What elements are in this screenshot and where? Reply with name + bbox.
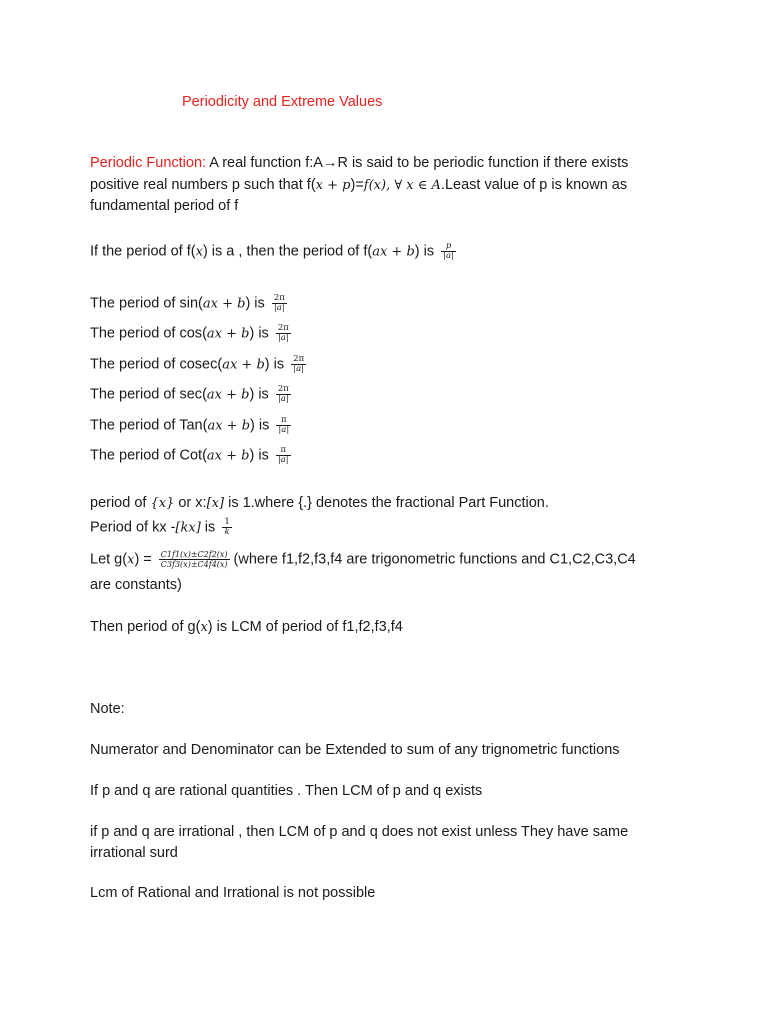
kx-period-line: Period of kx -[kx] is $\frac{1}{k}$ bbox=[90, 517, 230, 537]
fraction: $\frac{p}{|a|}$ bbox=[443, 241, 454, 261]
page-title: Periodicity and Extreme Values bbox=[182, 94, 383, 110]
fraction: $\frac{1}{k}$ bbox=[224, 517, 230, 537]
trig-period-item: The period of sin(ax + b) is $\frac{2\pi}{|a|}$ bbox=[90, 293, 285, 313]
trig-period-item: The period of sec(ax + b) is $\frac{2\pi}{|a|}$ bbox=[90, 384, 289, 404]
fraction: $\frac{\pi}{|a|}$ bbox=[278, 415, 290, 435]
fraction: $\frac{2\pi}{|a|}$ bbox=[277, 384, 289, 404]
definition-label: Periodic Function: bbox=[90, 155, 207, 171]
fraction: $\frac{2\pi}{|a|}$ bbox=[273, 293, 285, 313]
general-period-line: If the period of f(x) is a , then the period of f(ax + b) is $\frac{p}{|a|}$ bbox=[90, 241, 454, 261]
fractional-part-line: period of {x} or x:[x] is 1.where {.} denotes the fractional Part Function. bbox=[90, 495, 549, 511]
trig-period-item: The period of Cot(ax + b) is $\frac{\pi}{|a|}$ bbox=[90, 445, 289, 465]
trig-period-item: The period of Tan(ax + b) is $\frac{\pi}{|a|}$ bbox=[90, 415, 290, 435]
fraction: $\frac{2\pi}{|a|}$ bbox=[293, 354, 305, 374]
trig-period-item: The period of cos(ax + b) is $\frac{2\pi}{|a|}$ bbox=[90, 323, 289, 343]
trig-period-item: The period of cosec(ax + b) is $\frac{2\pi}{|a|}$ bbox=[90, 354, 305, 374]
lcm-line: Then period of g(x) is LCM of period of f1,f2,f3,f4 bbox=[90, 619, 403, 635]
fraction: $\frac{\pi}{|a|}$ bbox=[277, 445, 289, 465]
g-definition-line: Let g(x) = $\frac{C1f1(x)\pm C2f2(x)}{C3f3(x)\pm C4f4(x)}$ (where f1,f2,f3,f4 are trigonometric functions and C1,C2,C3,C4 bbox=[90, 550, 636, 569]
notes-heading: Note: bbox=[90, 701, 125, 717]
fraction: $\frac{C1f1(x)\pm C2f2(x)}{C3f3(x)\pm C4f4(x)}$ bbox=[160, 550, 228, 569]
fraction: $\frac{2\pi}{|a|}$ bbox=[277, 323, 289, 343]
